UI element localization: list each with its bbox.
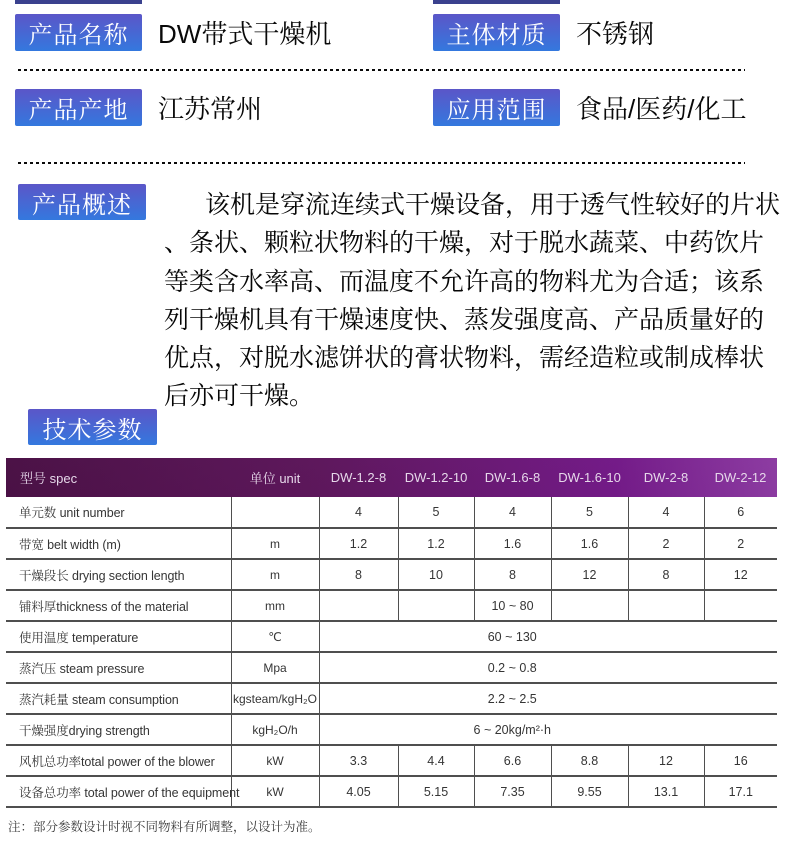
value-cell: 3.3 (319, 745, 398, 776)
field-material (433, 14, 654, 51)
value-cell (398, 590, 474, 621)
origin-value: 江苏常州 (158, 94, 263, 124)
merged-value-cell: 2.2 ~ 2.5 (319, 683, 777, 714)
unit-cell: ℃ (231, 621, 319, 652)
value-cell: 10 (398, 559, 474, 590)
application-value: 食品/医药/化工 (576, 94, 747, 124)
overview-line: 优点，对脱水滤饼状的膏状物料，需经造粒或制成棒状 (164, 344, 765, 373)
header-cell: DW-1.6-10 (551, 458, 628, 497)
row-label-cell: 干燥段长 drying section length (6, 559, 231, 590)
table-row (6, 590, 777, 621)
value-cell (551, 590, 628, 621)
row-label-cell: 单元数 unit number (6, 497, 231, 528)
row-label-cell: 蒸汽耗量 steam consumption (6, 683, 231, 714)
unit-cell: mm (231, 590, 319, 621)
header-cell: DW-1.2-10 (398, 458, 474, 497)
field-origin (15, 89, 262, 126)
value-cell: 8 (628, 559, 704, 590)
overview-badge: 产品概述 (18, 184, 146, 220)
value-cell: 5.15 (398, 776, 474, 807)
value-cell: 4.05 (319, 776, 398, 807)
row-label-cell: 干燥强度drying strength (6, 714, 231, 745)
row-label-cell: 设备总功率 total power of the equipment (6, 776, 231, 807)
value-cell: 4 (628, 497, 704, 528)
field-product-name (15, 14, 331, 51)
merged-value-cell: 6 ~ 20kg/m²·h (319, 714, 777, 745)
product-name-badge: 产品名称 (15, 14, 142, 51)
value-cell: 4.4 (398, 745, 474, 776)
value-cell: 17.1 (704, 776, 777, 807)
unit-cell: kgH₂O/h (231, 714, 319, 745)
value-cell: 8 (474, 559, 551, 590)
value-cell: 1.6 (551, 528, 628, 559)
overview-line: 等类含水率高、而温度不允许高的物料尤为合适；该系 (164, 267, 765, 296)
row-label-cell: 使用温度 temperature (6, 621, 231, 652)
tech-params-badge: 技术参数 (28, 409, 157, 445)
row-label-cell: 风机总功率total power of the blower (6, 745, 231, 776)
value-cell: 12 (551, 559, 628, 590)
value-cell: 8 (319, 559, 398, 590)
value-cell: 12 (704, 559, 777, 590)
cropped-badge-remnant (433, 0, 560, 4)
header-cell: DW-1.2-8 (319, 458, 398, 497)
application-badge: 应用范围 (433, 89, 560, 126)
header-cell: DW-2-12 (704, 458, 777, 497)
dashed-divider (18, 69, 745, 71)
origin-badge: 产品产地 (15, 89, 142, 126)
spec-table-body (6, 497, 777, 807)
field-application (433, 89, 746, 126)
header-cell: 型号 spec (6, 458, 231, 497)
value-cell: 5 (551, 497, 628, 528)
value-cell: 8.8 (551, 745, 628, 776)
value-cell (628, 590, 704, 621)
value-cell: 7.35 (474, 776, 551, 807)
value-cell: 12 (628, 745, 704, 776)
value-cell: 13.1 (628, 776, 704, 807)
spec-table (6, 458, 777, 808)
header-cell: DW-2-8 (628, 458, 704, 497)
overview-line: 后亦可干燥。 (164, 382, 315, 411)
value-cell: 4 (474, 497, 551, 528)
value-cell: 16 (704, 745, 777, 776)
value-cell: 1.6 (474, 528, 551, 559)
table-note: 注：部分参数设计时视不同物料有所调整，以设计为准。 (8, 820, 321, 834)
value-cell: 1.2 (398, 528, 474, 559)
material-value: 不锈钢 (576, 19, 655, 49)
overview-text (164, 186, 780, 416)
merged-value-cell: 0.2 ~ 0.8 (319, 652, 777, 683)
value-cell: 1.2 (319, 528, 398, 559)
header-cell: 单位 unit (231, 458, 319, 497)
table-row (6, 683, 777, 714)
overview-line: 该机是穿流连续式干燥设备，用于透气性较好的片状 (205, 191, 781, 219)
table-row (6, 714, 777, 745)
value-cell (704, 590, 777, 621)
unit-cell (231, 497, 319, 528)
table-row (6, 559, 777, 590)
value-cell: 9.55 (551, 776, 628, 807)
table-row (6, 652, 777, 683)
merged-value-cell: 60 ~ 130 (319, 621, 777, 652)
value-cell: 2 (628, 528, 704, 559)
product-name-value: DW带式干燥机 (158, 19, 332, 49)
value-cell: 2 (704, 528, 777, 559)
cropped-badge-remnant (15, 0, 142, 4)
header-cell: DW-1.6-8 (474, 458, 551, 497)
row-label-cell: 铺料厚thickness of the material (6, 590, 231, 621)
row-label-cell: 带宽 belt width (m) (6, 528, 231, 559)
table-row (6, 621, 777, 652)
overview-line: 列干燥机具有干燥速度快、蒸发强度高、产品质量好的 (164, 305, 765, 334)
value-cell: 6.6 (474, 745, 551, 776)
material-badge: 主体材质 (433, 14, 560, 51)
value-cell: 10 ~ 80 (474, 590, 551, 621)
overview-line: 、条状、颗粒状物料的干燥，对于脱水蔬菜、中药饮片 (164, 229, 765, 258)
unit-cell: kW (231, 776, 319, 807)
unit-cell: m (231, 528, 319, 559)
value-cell: 4 (319, 497, 398, 528)
value-cell (319, 590, 398, 621)
table-header-row (6, 458, 777, 497)
unit-cell: Mpa (231, 652, 319, 683)
unit-cell: kW (231, 745, 319, 776)
unit-cell: m (231, 559, 319, 590)
row-label-cell: 蒸汽压 steam pressure (6, 652, 231, 683)
unit-cell: kgsteam/kgH₂O (231, 683, 319, 714)
value-cell: 5 (398, 497, 474, 528)
table-row (6, 776, 777, 807)
dashed-divider (18, 162, 745, 164)
table-row (6, 528, 777, 559)
table-row (6, 745, 777, 776)
value-cell: 6 (704, 497, 777, 528)
table-row (6, 497, 777, 528)
